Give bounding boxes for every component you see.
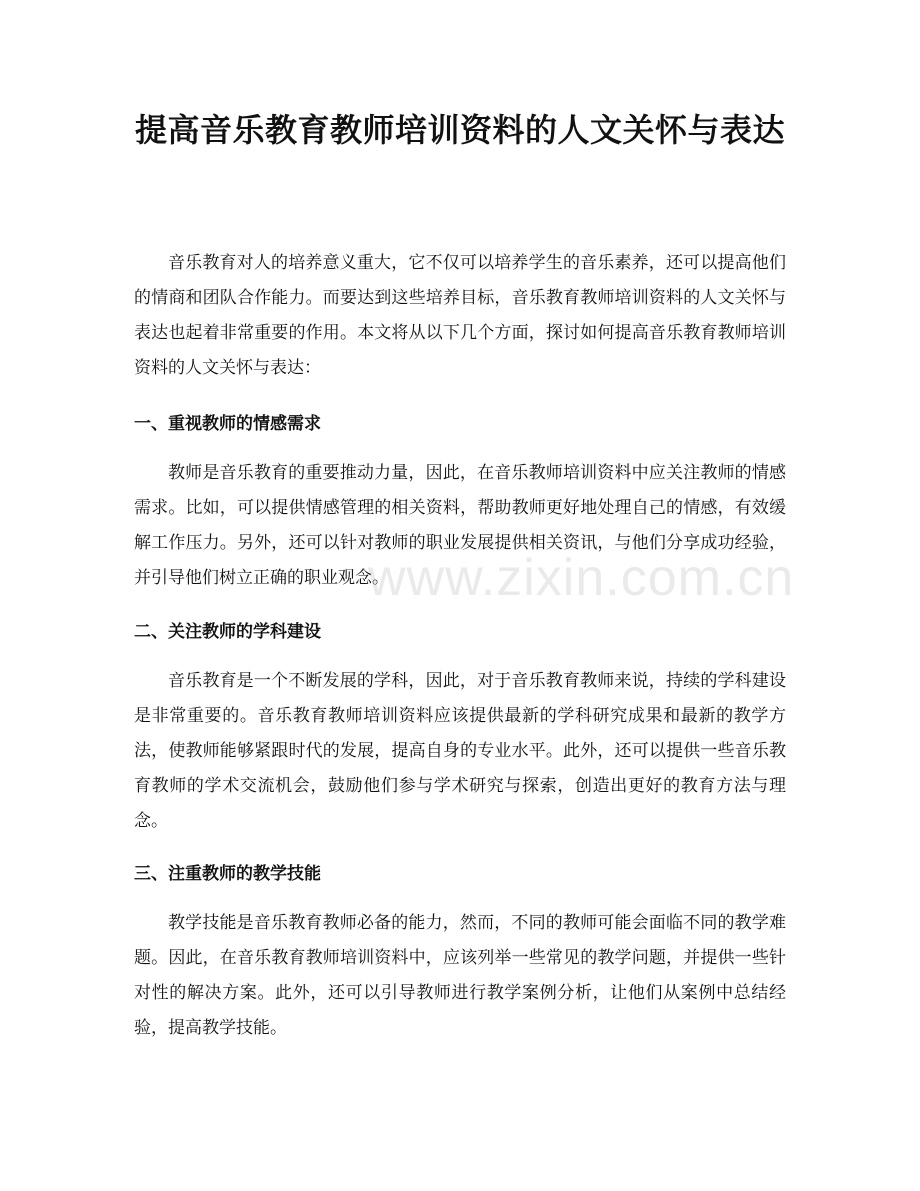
section-body-2: 音乐教育是一个不断发展的学科，因此，对于音乐教育教师来说，持续的学科建设是非常重要的。音乐教育教师培训资料应该提供最新的学科研究成果和最新的教学方法，使教师能够紧跟时代的发展，提高自身的专业水平。此外，还可以提供一些音乐教育教师的学术交流机会，鼓励他们参与学术研究与探索，创造出更好的教育方法与理念。 — [134, 671, 786, 831]
section-heading-2: 二、关注教师的学科建设 — [134, 622, 321, 642]
section-heading-1: 一、重视教师的情感需求 — [134, 414, 321, 434]
section-body-1: 教师是音乐教育的重要推动力量，因此，在音乐教师培训资料中应关注教师的情感需求。比如，可以提供情感管理的相关资料，帮助教师更好地处理自己的情感，有效缓解工作压力。另外，还可以针对教师的职业发展提供相关资讯，与他们分享成功经验，并引导他们树立正确的职业观念。 — [134, 463, 786, 588]
section-body-3: 教学技能是音乐教育教师必备的能力，然而，不同的教师可能会面临不同的教学难题。因此，在音乐教育教师培训资料中，应该列举一些常见的教学问题，并提供一些针对性的解决方案。此外，还可以引导教师进行教学案例分析，让他们从案例中总结经验，提高教学技能。 — [134, 913, 786, 1038]
document-title: 提高音乐教育教师培训资料的人文关怀与表达 — [134, 111, 785, 149]
intro-paragraph: 音乐教育对人的培养意义重大，它不仅可以培养学生的音乐素养，还可以提高他们的情商和团队合作能力。而要达到这些培养目标，音乐教育教师培训资料的人文关怀与表达也起着非常重要的作用。本文将从以下几个方面，探讨如何提高音乐教育教师培训资料的人文关怀与表达： — [134, 253, 786, 378]
section-heading-3: 三、注重教师的教学技能 — [134, 864, 321, 884]
watermark-text: www.zixin.com.cn — [368, 549, 795, 607]
